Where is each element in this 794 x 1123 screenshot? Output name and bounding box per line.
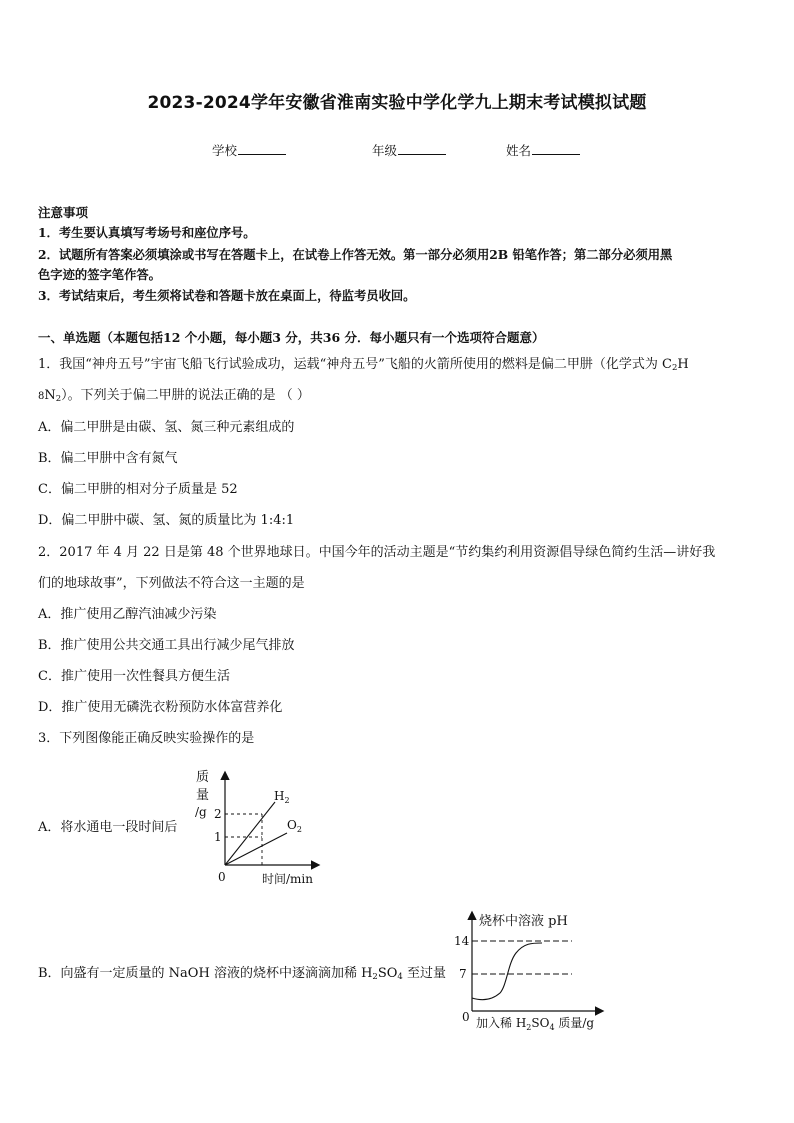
school-field [212, 141, 286, 159]
series-label-o2: $O_2$ [287, 818, 302, 834]
question-1-stem [38, 353, 689, 373]
grade-blank[interactable] [398, 141, 446, 155]
ph-titration-graph [452, 905, 612, 1035]
section-heading: 一、单选题（本题包括12 个小题，每小题3 分，共36 分．每小题只有一个选项符合题意） [38, 330, 545, 345]
x-label: 时间/min [262, 872, 313, 886]
q2-option-a: A．推广使用乙醇汽油减少污染 [38, 607, 217, 622]
origin: 0 [462, 1010, 470, 1024]
notice-item: 3．考试结束后，考生须将试卷和答题卡放在桌面上，待监考员收回。 [38, 288, 416, 303]
grade-label: 年级 [372, 143, 398, 158]
q1-line2-n: N [44, 388, 56, 403]
q1-option-d: D．偏二甲肼中碳、氢、氮的质量比为 1:4:1 [38, 513, 295, 528]
y-label-3: /g [195, 805, 207, 819]
optb-mid: SO [377, 966, 398, 981]
q1-option-b: B．偏二甲肼中含有氮气 [38, 451, 178, 466]
q1-line2-rest: ）。下列关于偏二甲肼的说法正确的是 （ ） [61, 388, 310, 403]
electrolysis-graph [190, 765, 330, 890]
notice-item: 色字迹的签字笔作答。 [38, 267, 161, 282]
name-blank[interactable] [532, 141, 580, 155]
y-label: 烧杯中溶液 pH [479, 914, 568, 929]
question-1-stem-cont [38, 384, 310, 404]
tick-1: 1 [214, 830, 222, 844]
q1-line2-sub: 2 [55, 394, 62, 404]
q1-option-c: C．偏二甲肼的相对分子质量是 52 [38, 482, 238, 497]
school-label: 学校 [212, 143, 238, 158]
q1-option-a: A．偏二甲肼是由碳、氢、氮三种元素组成的 [38, 420, 295, 435]
y-label-1: 质 [196, 770, 210, 785]
question-2-stem-cont: 们的地球故事”，下列做法不符合这一主题的是 [38, 576, 305, 591]
q1-line1-end: H [677, 357, 689, 372]
tick-7: 7 [459, 967, 467, 981]
q3-option-a: A．将水通电一段时间后 [38, 820, 178, 835]
q1-line2-pre: 8 [38, 391, 45, 402]
name-field [506, 141, 580, 159]
grade-field [372, 141, 446, 159]
x-label: 加入稀 $H_2SO_4$ 质量/g [476, 1016, 595, 1032]
optb-sub2: 2 [372, 972, 378, 982]
h2-line [225, 802, 275, 865]
q2-option-d: D．推广使用无磷洗衣粉预防水体富营养化 [38, 700, 283, 715]
tick-14: 14 [454, 934, 470, 948]
ph-curve [472, 943, 542, 1000]
q3-option-b [38, 962, 446, 982]
y-label-2: 量 [196, 788, 210, 803]
school-blank[interactable] [238, 141, 286, 155]
q1-sub: 2 [671, 363, 678, 373]
optb-sub4: 4 [397, 972, 403, 982]
notice-item: 2．试题所有答案必须填涂或书写在答题卡上，在试卷上作答无效。第一部分必须用2B 铅笔作答；第二部分必须用黑 [38, 247, 673, 262]
optb-end: 至过量 [402, 966, 446, 981]
q2-option-c: C．推广使用一次性餐具方便生活 [38, 669, 230, 684]
question-3-stem: 3．下列图像能正确反映实验操作的是 [38, 731, 255, 746]
series-label-h2: $H_2$ [274, 789, 290, 805]
question-2-stem: 2．2017 年 4 月 22 日是第 48 个世界地球日。中国今年的活动主题是“节约集约利用资源倡导绿色简约生活—讲好我 [38, 545, 716, 560]
page-title: 2023-2024学年安徽省淮南实验中学化学九上期末考试模拟试题 [147, 93, 647, 113]
notice-item: 1．考生要认真填写考场号和座位序号。 [38, 225, 256, 240]
notice-heading: 注意事项 [38, 205, 89, 220]
origin: 0 [218, 870, 226, 884]
q1-line1: 1．我国“神舟五号”宇宙飞船飞行试验成功，运载“神舟五号”飞船的火箭所使用的燃料是偏二甲肼（化学式为 C [38, 357, 672, 372]
optb-pre: B．向盛有一定质量的 NaOH 溶液的烧杯中逐滴滴加稀 H [38, 966, 373, 981]
q2-option-b: B．推广使用公共交通工具出行减少尾气排放 [38, 638, 295, 653]
o2-line [225, 833, 287, 865]
name-label: 姓名 [506, 143, 532, 158]
tick-2: 2 [214, 807, 222, 821]
